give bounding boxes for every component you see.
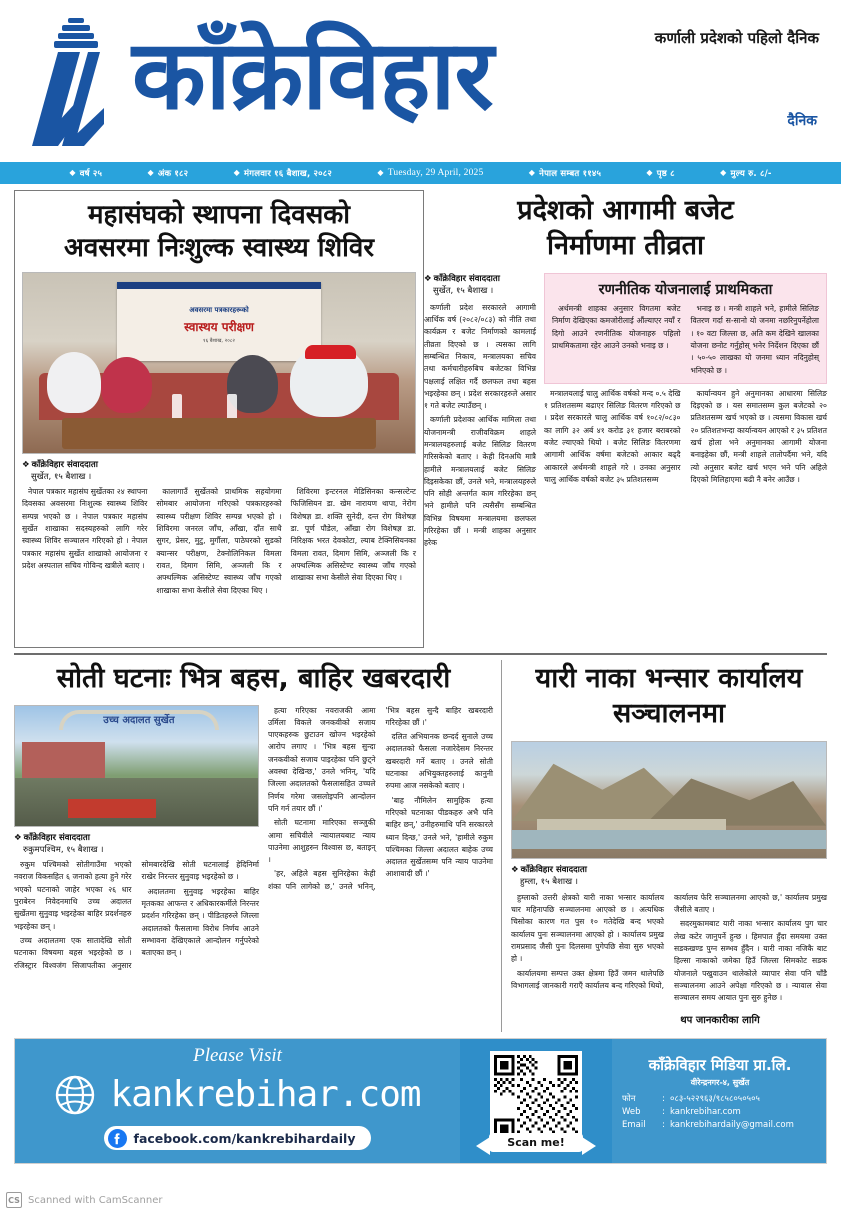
- info-item-nepal-sambat: ◆ नेपाल सम्बत ११४५: [528, 168, 602, 179]
- yari-story-photo: [511, 741, 827, 859]
- clover-icon: ❖: [22, 459, 30, 470]
- yari-story: [501, 660, 827, 1032]
- info-item-english-date: ◆ Tuesday, 29 April, 2025: [377, 168, 484, 178]
- newspaper-title: काँक्रेविहार: [132, 19, 493, 131]
- scan-me-label: Scan me!: [489, 1133, 582, 1152]
- clover-icon: ❖: [511, 865, 519, 876]
- lead-headline-line2: अवसरमा निःशुल्क स्वास्थ्य शिविर: [63, 233, 374, 264]
- soti-paragraph: रुकुम पश्चिमको सोतीगाउँमा भएको नवराज विकसहित ६ जनाको हत्या हुने गरेर भएको घटनाको जाहेर भएका २६ धार पुराबेरन निवेदनमाथि उच्च अदालत सुर्खेतमा सुनुवाइ भइरहेका बाहिर प्रदर्शनहरु भइरहेका छन् ।: [14, 860, 132, 931]
- masthead-subtitle: दैनिक: [787, 112, 817, 129]
- soti-paragraph: हत्या गरिएका नवराजकी आमा उर्मिला विकले जनकवीको सजाय पाएकहरुक छुटाउन खोज्न भइरहेको आरोप लगाए । 'भित्र बहस सुन्दा जनकवीको सजाय पाइरहेका पनि छुट्ने अवस्था देखिन्छ,' उनले भनिन्, 'यदि जिल्ला अदालतको फैसलासहित उच्चले निर्णय गरेमा जसलोइपनि आन्दोलन पनि गर्न तयार छौं ।': [268, 705, 376, 813]
- diamond-icon: ◆: [147, 168, 154, 177]
- soti-dateline: रुकुमपश्चिम, १५ बैशाख ।: [23, 844, 104, 855]
- diamond-icon: ◆: [233, 168, 240, 177]
- soti-paragraph: 'हर, अहिले बहस सुनिरहेका केही शंका पनि लागेको छ,' उनले भनिन्, 'भित्र बहस सुन्दै बाहिर खबरदारी गरिरहेका छौं ।': [268, 705, 493, 891]
- lead-story-body: [22, 486, 416, 597]
- info-item-pages: ◆ पृष्ठ ८: [646, 168, 675, 179]
- contact-phone: फोन : ०८३-५२२९६३/९८५८०५०५०५: [622, 1094, 760, 1104]
- info-item-issue: ◆ अंक १८२: [147, 168, 189, 179]
- soti-headline-text: सोती घटनाः भित्र बहस, बाहिर खबरदारी: [56, 663, 451, 694]
- budget-paragraph: मन्त्रालयलाई चालु आर्थिक वर्षको मन्द ०.५ देखि १ प्रतिशतसम्म बढाएर सिलिङ वितरण गरिएको छ । प्रदेश सरकारले चालु आर्थिक वर्ष १०८२/०८३० का लागि ३२ अर्ब ४१ करोड ३१ हजार बराबरको बजेट ल्याएको थियो । बजेट सिलिङ वितरणमा आगामी आर्थिक वर्षमा बजेटको आकार बढ्दै आकारले अर्थमन्त्री शाहले गरे । उनका अनुसार चालु आर्थिक वर्षको बजेट ३५ प्रतिशतसम्म: [544, 388, 681, 484]
- soti-body-left: [14, 859, 259, 972]
- budget-body-cols: [544, 388, 827, 488]
- camscanner-badge-icon: CS: [6, 1192, 22, 1208]
- yari-headline: [511, 660, 827, 737]
- qr-panel: [460, 1039, 612, 1163]
- soti-story-photo: [14, 705, 259, 827]
- section-divider: [14, 653, 827, 655]
- issue-info-bar: [0, 162, 841, 184]
- masthead: [0, 0, 841, 162]
- photo-person: [47, 352, 102, 413]
- yari-body: [511, 892, 827, 1005]
- company-address: वीरेन्द्रनगर-४, सुर्खेत: [690, 1078, 750, 1087]
- budget-story: [424, 190, 827, 648]
- soti-paragraph: अदालतमा सुनुवाइ भइरहेका बाहिर मृतकका आफन्त र अधिकारकर्मीले निरन्तर प्रदर्शन गरिरहेका छन् । पीडितहरुले जिल्ला अदालतको फैसलामा विरोध निर्णय आउने सम्भावना देखिएकाले आन्दोलन गर्नुपरेको बताएका छन् ।: [141, 886, 259, 958]
- more-info-label: थप जानकारीका लागि: [680, 1015, 760, 1026]
- pink-box-body: [552, 303, 819, 377]
- budget-body-col1: [424, 302, 536, 550]
- contact-email[interactable]: Email : kankrebihardaily@gmail.com: [622, 1120, 794, 1131]
- company-name: काँक्रेविहार मिडिया प्रा.लि.: [648, 1056, 792, 1074]
- facebook-url[interactable]: facebook.com/kankrebihardaily: [133, 1130, 356, 1146]
- budget-paragraph: कर्णाली प्रदेश सरकारले आगामी आर्थिक वर्ष (२०८२/०८३) को नीति तथा कार्यक्रम र बजेट निर्माणको कामलाई तीव्रता दिएको छ । त्यसका लागि सम्बन्धित निकाय, मन्त्रालयका सचिव तथा कर्मचारीहरुबिच बजेटका विभिन्न पक्षलाई लक्षित गर्दै छलफल तथा बहस भइरहेका छन् । प्रदेश सरकारहरुले असार १ गते बजेट ल्याउँछन् ।: [424, 302, 536, 411]
- budget-paragraph: कर्णाली प्रदेशका आर्थिक मामिला तथा योजनामन्त्री राजीवविक्रम शाहले मन्त्रालयहरुलाई बजेट सिलिङ वितरण गरिसकेको बताए । केही दिनअघि मात्रै हामीले मन्त्रालयलाई बजेट सिलिङ दिइसकेका छौं, उनले भने, मन्त्रालयहरुले पनि सोही अन्तर्गत काम गरिरहेका छन् भने हामीले पनि त्यसैसँग सम्बन्धित विभिन्न विषयमा मन्त्रालयमा छलफल गरिरहेका छौं । मन्त्री शाहका अनुसार हरेक: [424, 415, 536, 548]
- soti-paragraph: 'बाह नौमिलेन सामुहिक हत्या गरिएको घटनाका पीडकहरु अभै पनि बाहिर छन्,' उनीहरुमाथि पनि सरकारले ध्यान दिन्छ,' उनले भने, 'हामीले रुकुम पश्चिमका जिल्ला अदालत बाहेक उच्च अदालत सुर्खेतसम्म पनि न्याय पाउनेमा आशावादी छौं ।': [385, 795, 493, 879]
- top-section: [14, 190, 827, 648]
- stupa-temple-logo-icon: [18, 12, 138, 152]
- globe-icon: [54, 1074, 96, 1116]
- yari-dateline: हुम्ला, १५ बैशाख ।: [520, 877, 578, 888]
- facebook-icon: [108, 1129, 127, 1148]
- contact-web[interactable]: Web : kankrebihar.com: [622, 1107, 741, 1118]
- soti-story: [14, 660, 501, 1032]
- info-item-nepali-date: ◆ मंगलवार १६ बैशाख, २०८२: [233, 168, 333, 179]
- photo-protest-banner: [68, 799, 155, 818]
- yari-paragraph: सदरमुकामबाट यारी नाका भन्सार कार्यालय पुग चार लेख कटेर जानुपर्ने हुन्छ । हिमपात हुँदा समयमा उक्त सडकखण्ड पुग्न सम्भव हुँदैन । यारी नाका नजिकै बाट हिल्सा नाकाको जमेका हिउँ जिल्ला सिमकोट सडक योजनाले पखुवाउन थालेकोले व्यापार सेवा पनि चाँडै सञ्चालनमा आउने अपेक्षा गरिएको छ । न्यावाल सेवा सञ्चालन समय आयात पुनः सुरु हुनेछ ।: [674, 919, 827, 1003]
- budget-headline: [424, 192, 827, 269]
- ad-website-panel: [15, 1039, 460, 1163]
- soti-byline: ❖ काँक्रेविहार संवाददाता रुकुमपश्चिम, १५ बैशाख ।: [14, 832, 259, 857]
- lead-headline: [22, 197, 416, 272]
- lead-paragraph: शिविरमा इन्टरनल मेडिसिनका कन्सल्टेन्ट फिजिसियन डा. खेम नारायण थापा, नेरोग विशेषज्ञ डा. शक्ति सुनेदी, दन्त रोग विशेषज्ञ डा. पूर्ण पौडेल, आँखा रोग विशेषज्ञ डा. निरिक्षक भरत देवकोटा, ल्याब टेक्निसियनका विमला रावत, दिमाग सिमि, अञ्जली कि र अफ्थल्मिक असिस्टेण्ट स्वास्थ्य जाँच गएको शाखाका सभा केसीले सेवा दिएका थिए ।: [290, 487, 416, 583]
- camscanner-watermark: [6, 1192, 163, 1208]
- yari-paragraph: कार्यालयमा सम्पत्त उक्त क्षेत्रमा हिउँ जमन थालेपछि विभागलाई जानकारी गराएँ कार्यालय बन्द गरिएको थियो, कार्यालय फेरि सञ्चालनमा आएको छ,' कार्यालय प्रमुख जैसीले बताए ।: [511, 892, 827, 990]
- photo-table: [62, 418, 376, 449]
- lead-paragraph: कालागाउँ सुर्खेतको प्राथमिक सहयोगमा सोमबार आयोजना गरिएको पत्रकारहरुको स्वास्थ्य परीक्षण शिविर सम्पन्न भएको हो । शिविरमा जनरल जाँच, आँखा, दाँत साथै सुगर, प्रेसर, मुटु, मुर्गौला, पाठेघरको सुडको क्यान्सर परीक्षण, टेक्नोलिनिकल विमला रावत, दिमाग सिमि, अञ्जली कि र अफ्थल्मिक असिस्टेण्ट स्वास्थ्य जाँच गएको शाखाका सभा केसीले सेवा दिएका थिए ।: [156, 487, 282, 595]
- photo-building: [22, 742, 105, 783]
- facebook-link[interactable]: [104, 1126, 372, 1150]
- yari-headline-line1: यारी नाका भन्सार कार्यालय: [535, 663, 803, 694]
- budget-paragraph: कार्यान्वयन हुने अनुमानका आधारमा सिलिङ दिइएको छ । यस समातसम्म कुल बजेटको २० प्रतिशतसम्म खर्च भएको छ । त्यसमा विकास खर्च २० प्रतिशतभन्दा कार्यान्वयन आएको र ३५ प्रतिशत खर्च होला भने अनुमानका आगामी योजना बनाइहेका छौं, मन्त्री शाहले तातोपर्दैमा भने, यदि त्यो अनुसार बजेट खर्च भएन भने पनि अहिले दिएको मिलिहाएमा बढी नै बनेर आउँछ ।: [690, 388, 827, 484]
- budget-byline: ❖ काँक्रेविहार संवाददाता सुर्खेत, १५ बैशाख ।: [424, 273, 536, 298]
- lead-story-photo: [22, 272, 416, 454]
- pink-paragraph: भनाइ छ । मन्त्री शाहले भने, हामीले सिलिङ वितरण गर्दा स-सानो यो जनमा नछरिनुपर्नेहोला । १० वटा जिल्ला छ, अति कम देखिने खालका योजना छनोट गर्नुहोस् भनेर निर्देशन दिएका छौं । ५०-५० लाखका यो जनमा ध्यान नदिनुहोस् भनिएको छ ।: [690, 304, 819, 375]
- diamond-icon: ◆: [646, 168, 653, 177]
- lead-story: [14, 190, 424, 648]
- budget-headline-line2: निर्माणमा तीव्रता: [547, 229, 704, 261]
- website-url[interactable]: kankrebihar.com: [110, 1074, 421, 1115]
- diamond-icon: ◆: [69, 168, 76, 177]
- advertisement-banner: [14, 1038, 827, 1164]
- masthead-tagline: कर्णाली प्रदेशको पहिलो दैनिक: [654, 29, 819, 47]
- strategic-plan-box: [544, 273, 827, 384]
- pink-box-headline: रणनीतिक योजनालाई प्राथमिकता: [598, 282, 773, 299]
- soti-paragraph: दलित अभियानक छन्दर्द सुनाले उच्च अदालतको फैसला नजारेदेसम निरन्तर खबरदारी गर्ने बताए । उनले सोती घटनाका अभियुक्तहरुलाई कानुनी रुपमा आज नसकेको बताए ।: [385, 732, 493, 791]
- diamond-icon: ◆: [720, 168, 727, 177]
- website-row[interactable]: [54, 1074, 420, 1116]
- photo-arch-text: उच्च अदालत सुर्खेत: [103, 714, 175, 726]
- photo-person: [101, 357, 152, 413]
- budget-headline-line1: प्रदेशको आगामी बजेट: [517, 195, 734, 226]
- diamond-icon: ◆: [377, 168, 384, 177]
- soti-body-right: [268, 705, 493, 893]
- yari-byline: ❖ काँक्रेविहार संवाददाता हुम्ला, १५ बैशाख ।: [511, 864, 827, 889]
- clover-icon: ❖: [424, 274, 432, 285]
- clover-icon: ❖: [14, 832, 22, 843]
- soti-headline: [14, 660, 493, 703]
- photo-river: [512, 830, 826, 849]
- lead-byline-row: [22, 459, 416, 484]
- ad-contact-panel: [612, 1039, 826, 1163]
- camscanner-text: Scanned with CamScanner: [28, 1194, 163, 1206]
- photo-banner: अवसरमा पत्रकारहरूको स्वास्थय परीक्षण १६ बैशाख, २०८२: [117, 282, 321, 361]
- diamond-icon: ◆: [528, 168, 536, 177]
- lead-headline-line1: महासंघको स्थापना दिवसको: [88, 200, 350, 230]
- lead-dateline: सुर्खेत, १५ बैशाख ।: [31, 471, 92, 482]
- please-visit-label: Please Visit: [193, 1045, 282, 1066]
- pink-paragraph: अर्थमन्त्री शाहका अनुसार विगतमा बजेट निर्माण देखिएका कमजोरीलाई औंल्याएर नयाँ र दिगो आउने रणनीतिक योजनाहरु पहिलो प्राथमिकतामा रहेर आउने उनको भनाइ छ ।: [552, 304, 681, 350]
- bottom-section: [14, 660, 827, 1032]
- yari-headline-line2: सञ्चालनमा: [613, 697, 725, 729]
- budget-dateline: सुर्खेत, १५ बैशाख ।: [433, 286, 494, 297]
- masthead-wordmark: [132, 6, 823, 131]
- yari-paragraph: हुम्लाको उत्तरी क्षेत्रको यारी नाका भन्सार कार्यालय चार महिनापछि सञ्चालनमा आएको छ । अत्यधिक चिसोका कारण गत पुस १० गतेदेखि बन्द भएको कार्यालय पुनः सञ्चालनमा आएको हो । कार्यालय प्रमुख रामप्रसाद जैसी पुनः दिलसमा पुगेपछि सेवा सुरु भएको हो ।: [511, 892, 664, 964]
- qr-code[interactable]: [490, 1051, 582, 1143]
- photo-red-cap: [305, 345, 356, 359]
- lead-paragraph: नेपाल पत्रकार महासंघ सुर्खेतका २४ स्थापना दिवसका अवसरमा निःशुल्क स्वास्थ्य शिविर सम्पन्न भएको छ । नेपाल पत्रकार महासंघ सुर्खेत शाखाका सदस्यहरुको लागि गरेर स्वास्थ्य शिविर सञ्चालन गरिएको हो । नेपाल पत्रकार महासंघ सुर्खेत शाखाको आयोजना र प्रदेश अस्पताल सचिव गोविन्द खत्रीले बताए ।: [22, 487, 148, 570]
- info-item-year: ◆ वर्ष २५: [69, 168, 103, 179]
- page-content: [0, 184, 841, 1032]
- soti-paragraph: उच्च अदालतमा एक सातादेखि सोती घटनाका विषयमा बहस भइरहेको छ । रजिस्ट्रार विश्वजंग सिजापतीका अनुसार सोमबारदेखि सोती घटनालाई हेदिनिर्मा राखेर निरन्तर सुनुवाइ भइरहेको छ ।: [14, 860, 259, 970]
- lead-byline: ❖ काँक्रेविहार संवाददाता सुर्खेत, १५ बैशाख ।: [22, 459, 98, 482]
- soti-paragraph: सोती घटनामा मारिएका सञ्जुकी आमा सचिवीले न्यायालयबाट न्याय पाउनेमा आशुहरुन विश्वास छ, बताइन् ।: [268, 818, 376, 865]
- info-item-price: ◆ मुल्य रु. ८/-: [720, 168, 772, 179]
